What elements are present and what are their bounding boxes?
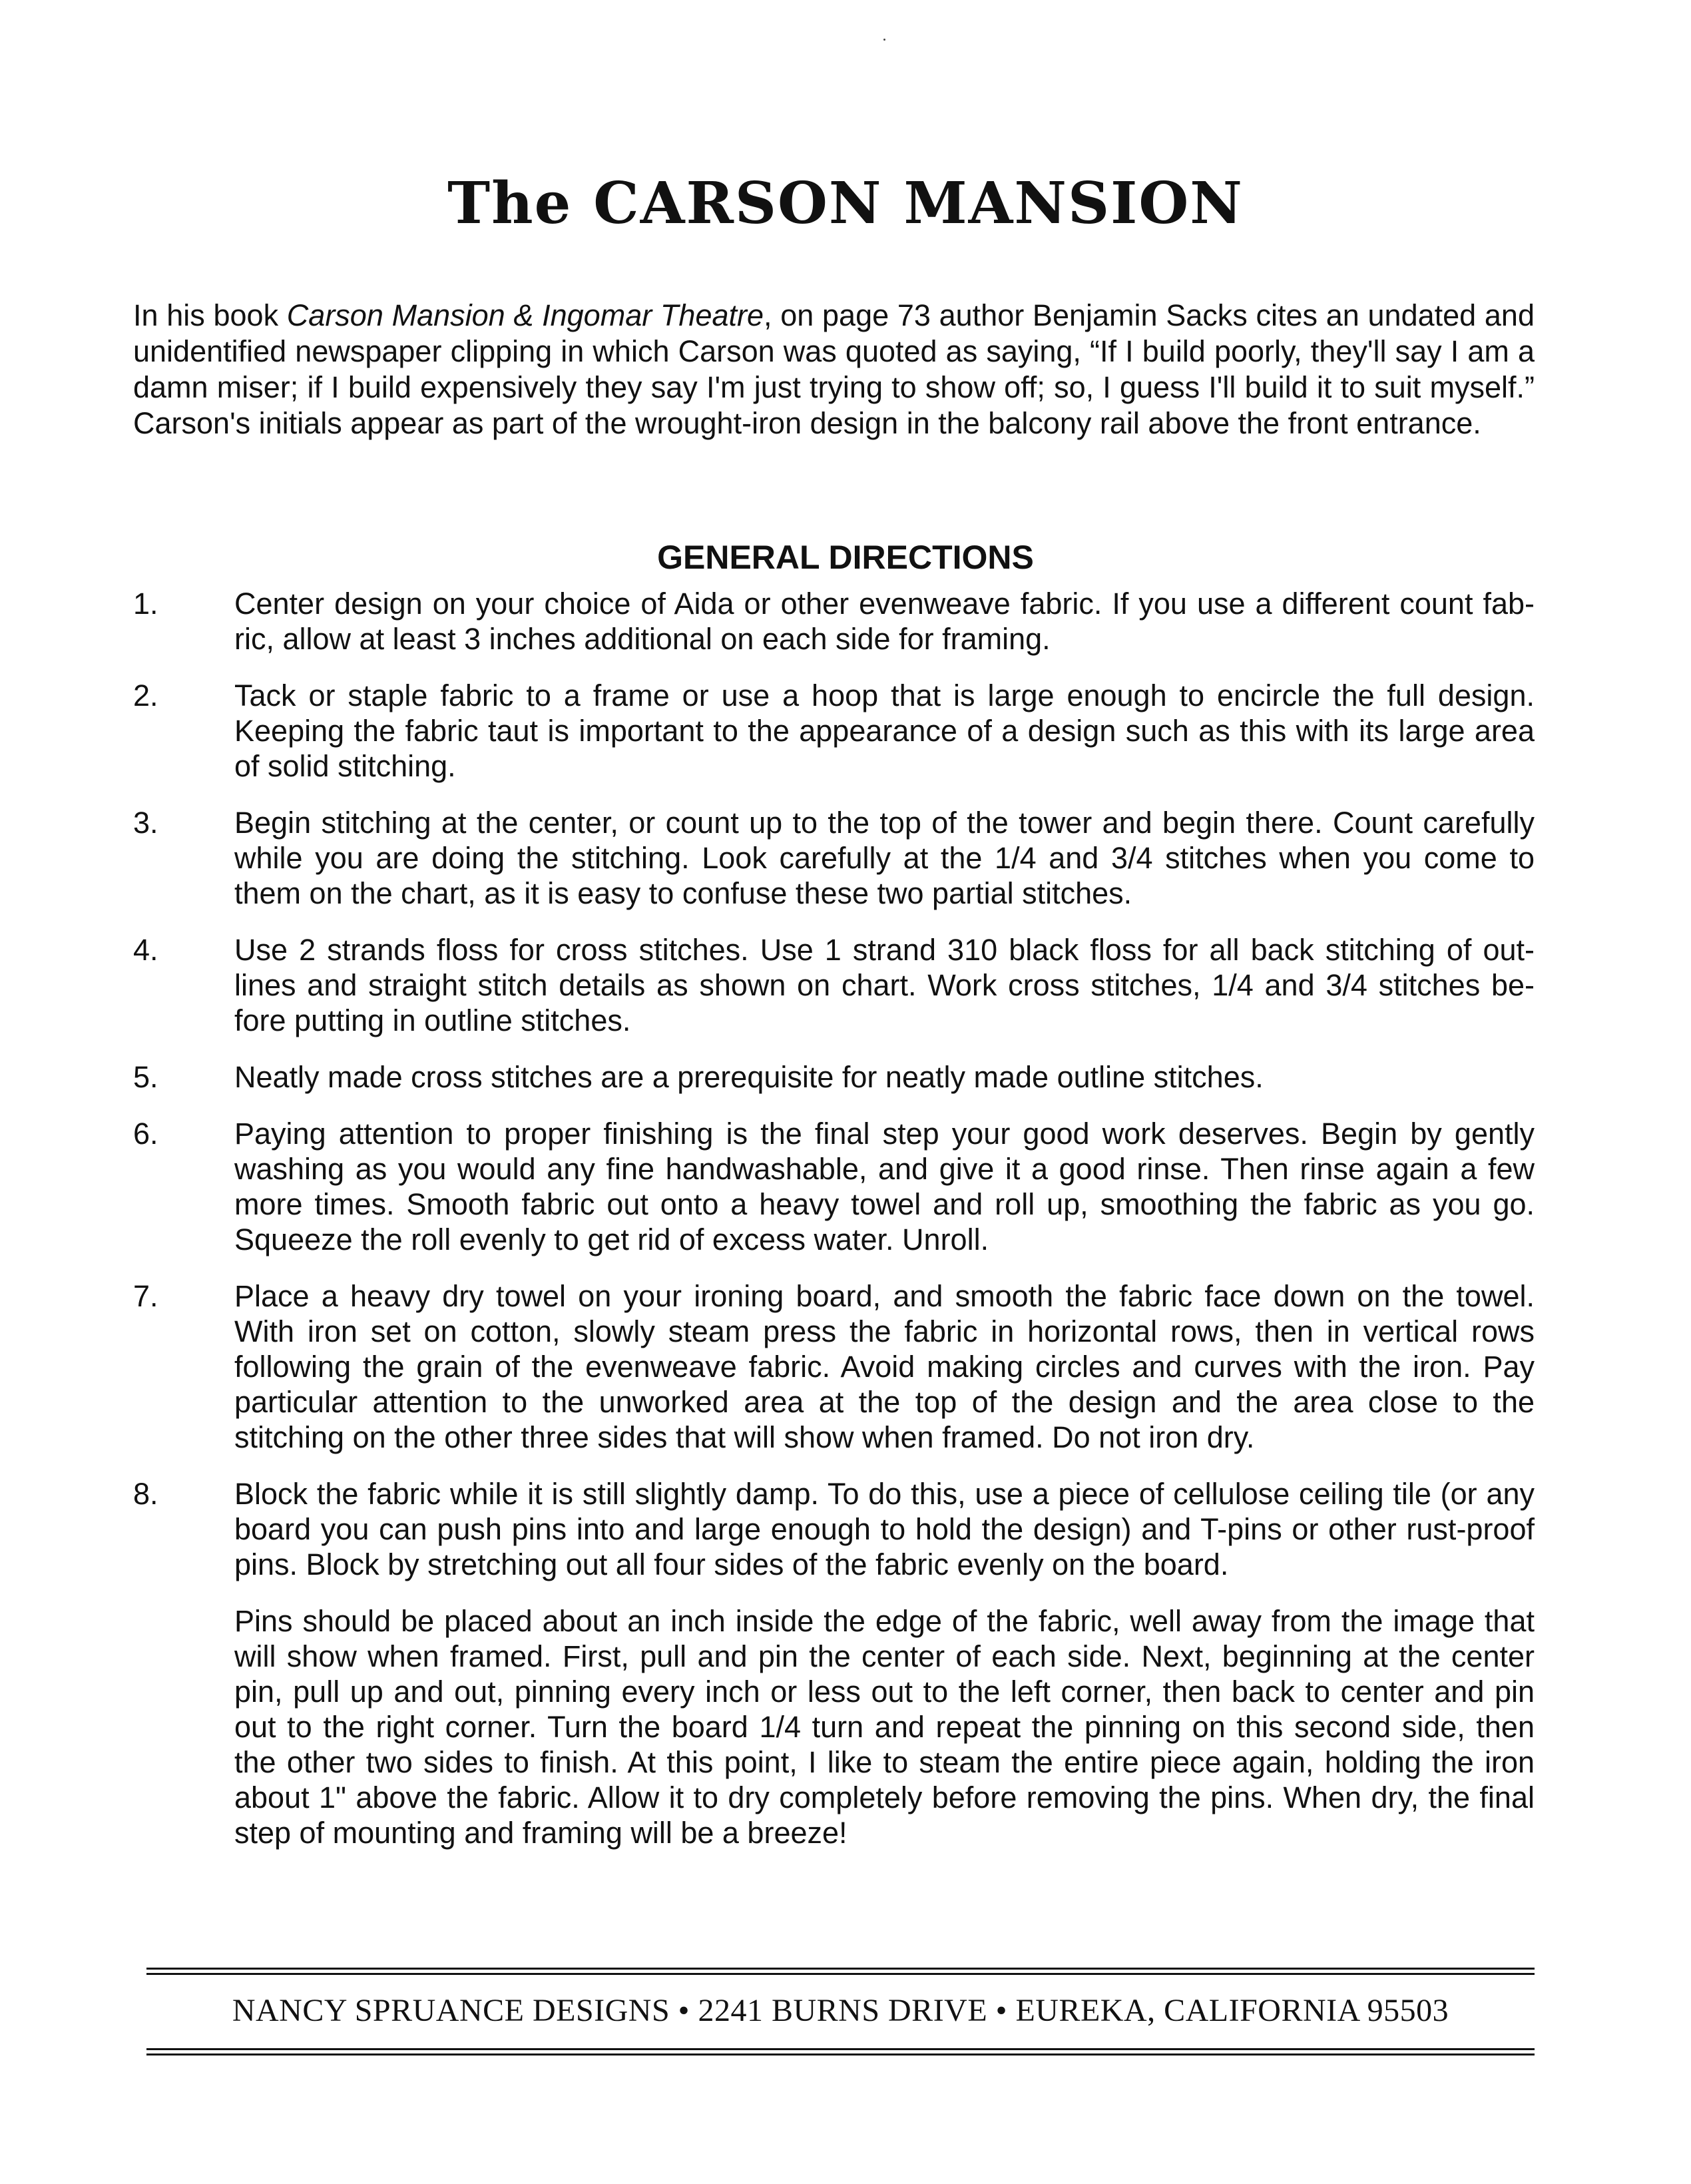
direction-number: 6. <box>133 1117 158 1151</box>
page-title: The CARSON MANSION <box>447 169 1244 237</box>
direction-item <box>133 1476 1535 1850</box>
directions-list <box>133 586 1535 1872</box>
direction-continuation-text: Pins should be placed about an inch inside the edge of the fabric, well away from the image that will show when framed. First, pull and pin the center of each side. Next, beginning at the center pin, pull up and out, pinning every inch or less out to the left corner, then back to center and pin out to the right corner. Turn the board 1/4 turn and repeat the pinning on this second side, then the other two sides to finish. At this point, I like to steam the entire piece again, holding the iron about 1" above the fabric. Allow it to dry completely before removing the pins. When dry, the final step of mounting and framing will be a breeze! <box>234 1604 1535 1850</box>
direction-item <box>133 586 1535 657</box>
footer-top-rule <box>146 1968 1535 1975</box>
section-heading: GENERAL DIRECTIONS <box>657 538 1034 576</box>
direction-item <box>133 1116 1535 1257</box>
direction-number: 7. <box>133 1279 158 1313</box>
direction-item <box>133 1278 1535 1455</box>
direction-item <box>133 805 1535 911</box>
direction-text: Center design on your choice of Aida or other evenweave fabric. If you use a different count fab-ric, allow at least 3 inches additional on each side for framing. <box>234 587 1535 656</box>
direction-number: 4. <box>133 933 158 967</box>
book-title: Carson Mansion & Ingomar Theatre <box>286 298 764 332</box>
direction-text: Use 2 strands floss for cross stitches. Use 1 strand 310 black floss for all back stitching of out-lines and straight stitch details as shown on chart. Work cross stitches, 1/4 and 3/4 stitches be-fore putting in outline stitches. <box>234 933 1535 1037</box>
direction-number: 2. <box>133 679 158 712</box>
direction-number: 1. <box>133 587 158 621</box>
direction-number: 8. <box>133 1477 158 1511</box>
direction-number: 3. <box>133 806 158 840</box>
intro-text-before: In his book <box>133 298 287 332</box>
footer <box>146 1968 1535 2055</box>
direction-item <box>133 1059 1535 1095</box>
direction-text: Paying attention to proper finishing is the final step your good work deserves. Begin by gently washing as you would any fine handwashable, and give it a good rinse. Then rinse again a few more times. Smooth fabric out onto a heavy towel and roll up, smoothing the fabric as you go. Squeeze the roll evenly to get rid of excess water. Unroll. <box>234 1117 1535 1256</box>
stray-ink-dot <box>883 39 885 41</box>
direction-text: Place a heavy dry towel on your ironing board, and smooth the fabric face down on the towel. With iron set on cotton, slowly steam press the fabric in horizontal rows, then in vertical rows following the grain of the evenweave fabric. Avoid making circles and curves with the iron. Pay particular attention to the unworked area at the top of the design and the area close to the stitching on the other three sides that will show when framed. Do not iron dry. <box>234 1279 1535 1454</box>
direction-text: Tack or staple fabric to a frame or use a hoop that is large enough to encircle the full design. Keeping the fabric taut is important to the appearance of a design such as this with its large area of solid stitching. <box>234 679 1535 783</box>
direction-text: Block the fabric while it is still slightly damp. To do this, use a piece of cellulose ceiling tile (or any board you can push pins into and large enough to hold the design) and T-pins or other rust-proof pins. Block by stretching out all four sides of the fabric evenly on the board. <box>234 1477 1535 1581</box>
footer-address: NANCY SPRUANCE DESIGNS • 2241 BURNS DRIVE • EUREKA, CALIFORNIA 95503 <box>232 1993 1449 2028</box>
direction-item <box>133 678 1535 784</box>
footer-bottom-rule <box>146 2048 1535 2055</box>
direction-number: 5. <box>133 1060 158 1094</box>
intro-text-after: , on page 73 author Benjamin Sacks cites an undated and unidentified newspaper clipping in which Carson was quoted as saying, “If I build poorly, they'll say I am a damn miser; if I build expensively they say I'm just trying to show off; so, I guess I'll build it to suit myself.” Carson's initials appear as part of the wrought-iron design in the balcony rail above the front entrance. <box>133 298 1535 440</box>
direction-item <box>133 932 1535 1038</box>
intro-paragraph <box>133 298 1535 441</box>
direction-text: Neatly made cross stitches are a prerequisite for neatly made outline stitches. <box>234 1060 1264 1094</box>
direction-text: Begin stitching at the center, or count up to the top of the tower and begin there. Count carefully while you are doing the stitching. Look carefully at the 1/4 and 3/4 stitches when you come to them on the chart, as it is easy to confuse these two partial stitches. <box>234 806 1535 910</box>
